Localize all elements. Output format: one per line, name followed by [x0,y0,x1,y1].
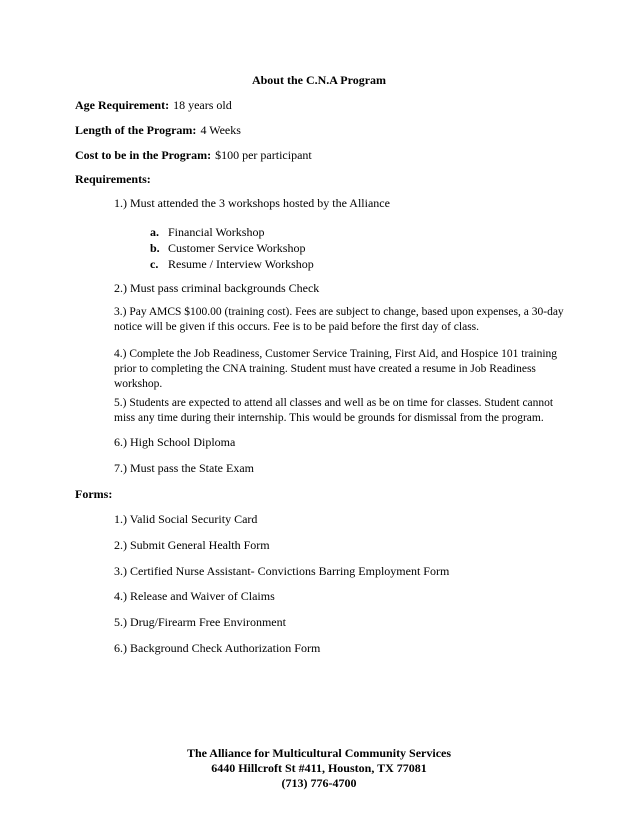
sub-item-b [150,241,305,256]
sub-item-c [150,257,314,272]
forms-heading: Forms: [75,487,113,501]
length-value: 4 Weeks [200,123,241,137]
requirement-5: 5.) Students are expected to attend all classes and well as be on time for classes. Student cannot miss any time during their internship. This would be grounds for dismissal from the program. [114,397,554,424]
requirement-1: 1.) Must attended the 3 workshops hosted by the Alliance [114,196,390,210]
length-label: Length of the Program: [75,123,197,137]
sub-text: Resume / Interview Workshop [168,257,314,271]
form-item-6: 6.) Background Check Authorization Form [114,641,321,655]
sub-text: Financial Workshop [168,225,265,239]
requirements-heading: Requirements: [75,172,151,186]
requirement-7: 7.) Must pass the State Exam [114,461,254,475]
footer-address: 6440 Hillcroft St #411, Houston, TX 77081 [211,761,427,775]
form-item-4: 4.) Release and Waiver of Claims [114,589,275,603]
sub-letter: c. [150,257,159,271]
requirement-6: 6.) High School Diploma [114,435,236,449]
footer-organization: The Alliance for Multicultural Community Services [186,746,452,760]
program-cost [75,148,312,163]
sub-letter: a. [150,225,159,239]
cost-value: $100 per participant [215,148,312,162]
page-title: About the C.N.A Program [251,73,387,87]
sub-letter: b. [150,241,160,255]
form-item-1: 1.) Valid Social Security Card [114,512,258,526]
sub-text: Customer Service Workshop [168,241,306,255]
form-item-5: 5.) Drug/Firearm Free Environment [114,615,286,629]
form-item-3: 3.) Certified Nurse Assistant- Convictions Barring Employment Form [114,564,450,578]
sub-item-a [150,225,264,240]
age-requirement [75,98,232,113]
form-item-2: 2.) Submit General Health Form [114,538,270,552]
requirement-3: 3.) Pay AMCS $100.00 (training cost). Fees are subject to change, based upon expenses, a 30-day notice will be given if this occurs. Fee is to be paid before the first day of class. [114,306,564,333]
footer-phone: (713) 776-4700 [281,776,357,790]
cost-label: Cost to be in the Program: [75,148,212,162]
age-value: 18 years old [173,98,232,112]
program-length [75,123,241,138]
requirement-4: 4.) Complete the Job Readiness, Customer Service Training, First Aid, and Hospice 101 training prior to completing the CNA training. Student must have created a resume in Job Readiness workshop. [114,348,558,390]
requirement-2: 2.) Must pass criminal backgrounds Check [114,281,320,295]
age-label: Age Requirement: [75,98,170,112]
